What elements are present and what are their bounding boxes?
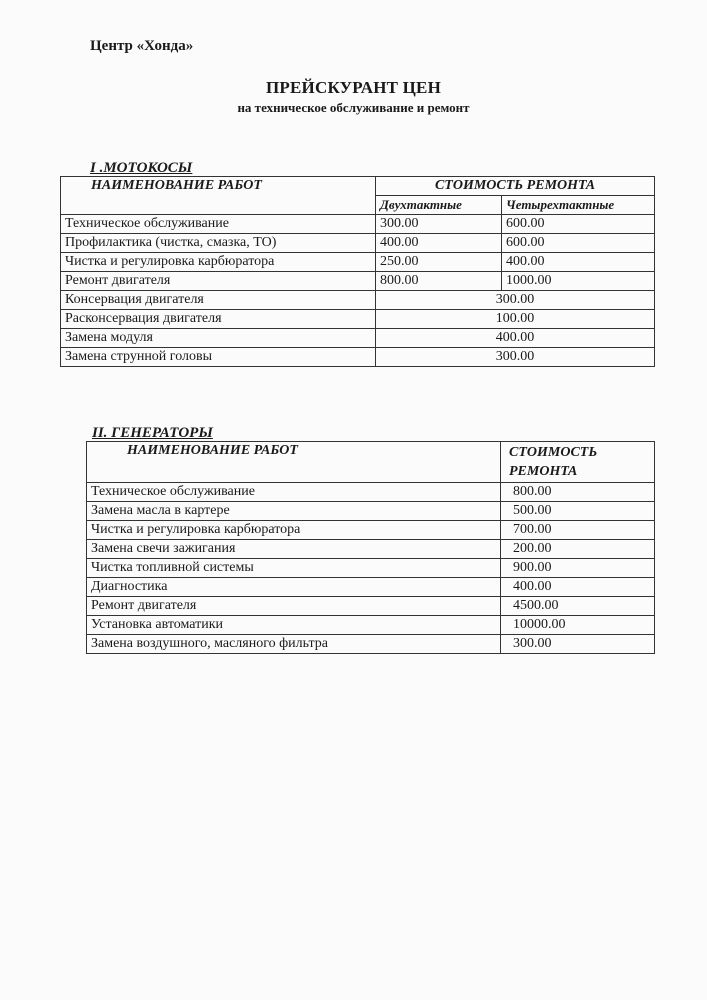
price: 4500.00 — [501, 597, 655, 616]
price: 400.00 — [376, 329, 655, 348]
table-row — [61, 253, 655, 272]
table-row — [61, 348, 655, 367]
col-header-two-stroke: Двухтактные — [376, 196, 502, 215]
work-name: Консервация двигателя — [61, 291, 376, 310]
price-four-stroke: 400.00 — [502, 253, 655, 272]
work-name: Ремонт двигателя — [87, 597, 501, 616]
price: 500.00 — [501, 502, 655, 521]
table-row — [87, 597, 655, 616]
motokosy-table — [60, 176, 655, 367]
work-name: Замена свечи зажигания — [87, 540, 501, 559]
col-header-cost-line1: СТОИМОСТЬ — [509, 445, 598, 460]
table-row — [61, 310, 655, 329]
col-header-four-stroke: Четырехтактные — [502, 196, 655, 215]
price: 400.00 — [501, 578, 655, 597]
price-four-stroke: 600.00 — [502, 215, 655, 234]
center-name: Центр «Хонда» — [90, 38, 194, 54]
table-row — [87, 540, 655, 559]
work-name: Замена масла в картере — [87, 502, 501, 521]
col-header-cost — [501, 442, 655, 483]
work-name: Диагностика — [87, 578, 501, 597]
price-two-stroke: 300.00 — [376, 215, 502, 234]
work-name: Чистка и регулировка карбюратора — [61, 253, 376, 272]
price: 300.00 — [376, 291, 655, 310]
price: 100.00 — [376, 310, 655, 329]
price: 800.00 — [501, 483, 655, 502]
price-two-stroke: 400.00 — [376, 234, 502, 253]
work-name: Замена воздушного, масляного фильтра — [87, 635, 501, 654]
table-row — [87, 483, 655, 502]
table-row — [61, 329, 655, 348]
table-row — [87, 559, 655, 578]
col-header-name: НАИМЕНОВАНИЕ РАБОТ — [87, 442, 501, 483]
table-header-row — [87, 442, 655, 483]
table-row — [87, 578, 655, 597]
work-name: Чистка топливной системы — [87, 559, 501, 578]
page-subtitle: на техническое обслуживание и ремонт — [237, 100, 470, 115]
table-row — [87, 502, 655, 521]
table-row — [61, 272, 655, 291]
work-name: Замена струнной головы — [61, 348, 376, 367]
price: 10000.00 — [501, 616, 655, 635]
price: 300.00 — [376, 348, 655, 367]
price-four-stroke: 600.00 — [502, 234, 655, 253]
work-name: Профилактика (чистка, смазка, ТО) — [61, 234, 376, 253]
table-row — [61, 215, 655, 234]
table-row — [87, 521, 655, 540]
work-name: Техническое обслуживание — [61, 215, 376, 234]
work-name: Чистка и регулировка карбюратора — [87, 521, 501, 540]
table-row — [87, 616, 655, 635]
page-title: ПРЕЙСКУРАНТ ЦЕН — [266, 78, 441, 97]
work-name: Установка автоматики — [87, 616, 501, 635]
col-header-name: НАИМЕНОВАНИЕ РАБОТ — [61, 177, 376, 215]
table-row — [87, 635, 655, 654]
table-row — [61, 291, 655, 310]
price: 300.00 — [501, 635, 655, 654]
col-header-cost: СТОИМОСТЬ РЕМОНТА — [376, 177, 655, 196]
col-header-cost-line2: РЕМОНТА — [509, 464, 578, 479]
table-header-row — [61, 177, 655, 196]
price-two-stroke: 800.00 — [376, 272, 502, 291]
price: 900.00 — [501, 559, 655, 578]
work-name: Замена модуля — [61, 329, 376, 348]
generatory-table — [86, 441, 655, 654]
section-title-generatory: II. ГЕНЕРАТОРЫ — [92, 425, 213, 441]
price: 200.00 — [501, 540, 655, 559]
price-four-stroke: 1000.00 — [502, 272, 655, 291]
table-row — [61, 234, 655, 253]
work-name: Техническое обслуживание — [87, 483, 501, 502]
work-name: Ремонт двигателя — [61, 272, 376, 291]
work-name: Расконсервация двигателя — [61, 310, 376, 329]
price: 700.00 — [501, 521, 655, 540]
section-title-motokosy: I .МОТОКОСЫ — [90, 160, 193, 176]
price-two-stroke: 250.00 — [376, 253, 502, 272]
